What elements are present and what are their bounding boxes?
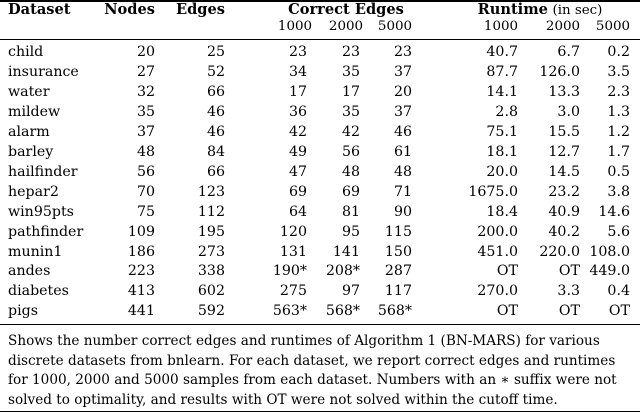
nodes-cell: 223 xyxy=(127,263,155,280)
header-runtime-units: (in sec) xyxy=(552,3,603,18)
runtime-1000-cell: 87.7 xyxy=(486,63,518,80)
edges-cell: 46 xyxy=(206,123,225,140)
correct-2000-cell: 141 xyxy=(332,243,360,260)
runtime-5000-cell: 0.4 xyxy=(607,283,630,300)
correct-2000-cell: 17 xyxy=(341,83,360,100)
runtime-1000-cell: 14.1 xyxy=(486,83,518,100)
correct-1000-cell: 23 xyxy=(288,44,307,60)
correct-1000-cell: 34 xyxy=(288,63,307,80)
runtime-2000-cell: 126.0 xyxy=(539,63,580,80)
runtime-5000-cell: 1.2 xyxy=(607,123,630,140)
correct-2000-cell: 42 xyxy=(341,123,360,140)
dataset-cell: munin1 xyxy=(8,243,63,260)
header-rule xyxy=(0,39,640,40)
runtime-1000-cell: 40.7 xyxy=(486,44,518,60)
header-runtime: Runtime xyxy=(477,1,548,18)
correct-5000-cell: 48 xyxy=(393,163,412,180)
correct-1000-cell: 190* xyxy=(272,263,307,280)
dataset-cell: child xyxy=(8,44,44,60)
runtime-1000-cell: 18.1 xyxy=(486,143,518,160)
runtime-5000-cell: 108.0 xyxy=(589,243,630,260)
correct-sample-2000: 2000 xyxy=(328,19,363,34)
edges-cell: 66 xyxy=(206,163,225,180)
runtime-5000-cell: 1.3 xyxy=(607,103,630,120)
edges-cell: 602 xyxy=(197,283,225,300)
edges-cell: 84 xyxy=(206,143,225,160)
nodes-cell: 27 xyxy=(136,63,155,80)
runtime-2000-cell: 3.3 xyxy=(557,283,580,300)
header-edges: Edges xyxy=(175,1,225,18)
runtime-5000-cell: 449.0 xyxy=(589,263,630,280)
runtime-2000-cell: OT xyxy=(558,303,580,320)
correct-5000-cell: 61 xyxy=(393,143,412,160)
runtime-2000-cell: 3.0 xyxy=(557,103,580,120)
correct-2000-cell: 23 xyxy=(341,44,360,60)
dataset-cell: win95pts xyxy=(8,203,74,220)
runtime-2000-cell: 40.2 xyxy=(548,223,580,240)
nodes-cell: 109 xyxy=(127,223,155,240)
nodes-cell: 75 xyxy=(136,203,155,220)
runtime-5000-cell: 1.7 xyxy=(607,143,630,160)
correct-1000-cell: 42 xyxy=(288,123,307,140)
runtime-5000-cell: 3.5 xyxy=(607,63,630,80)
runtime-5000-cell: OT xyxy=(608,303,630,320)
correct-2000-cell: 56 xyxy=(341,143,360,160)
correct-1000-cell: 64 xyxy=(288,203,307,220)
runtime-2000-cell: OT xyxy=(558,263,580,280)
runtime-2000-cell: 40.9 xyxy=(548,203,580,220)
edges-cell: 338 xyxy=(197,263,225,280)
dataset-cell: water xyxy=(8,83,50,100)
runtime-2000-cell: 15.5 xyxy=(548,123,580,140)
correct-1000-cell: 563* xyxy=(272,303,307,320)
correct-2000-cell: 81 xyxy=(341,203,360,220)
dataset-cell: mildew xyxy=(8,103,61,120)
correct-2000-cell: 35 xyxy=(341,63,360,80)
dataset-cell: andes xyxy=(8,263,51,280)
header-nodes: Nodes xyxy=(104,1,155,18)
correct-1000-cell: 69 xyxy=(288,183,307,200)
nodes-cell: 70 xyxy=(136,183,155,200)
nodes-cell: 413 xyxy=(127,283,155,300)
runtime-5000-cell: 5.6 xyxy=(607,223,630,240)
edges-cell: 123 xyxy=(197,183,225,200)
runtime-sample-1000: 1000 xyxy=(483,19,518,34)
correct-5000-cell: 37 xyxy=(393,103,412,120)
nodes-cell: 37 xyxy=(136,123,155,140)
header-runtime-group xyxy=(450,2,630,19)
table-bottom-rule xyxy=(0,324,640,325)
correct-5000-cell: 23 xyxy=(393,44,412,60)
nodes-cell: 48 xyxy=(136,143,155,160)
correct-5000-cell: 90 xyxy=(393,203,412,220)
table-caption: Shows the number correct edges and runtimes of Algorithm 1 (BN-MARS) for various discrete datasets from bnlearn. For each dataset, we report correct edges and runtimes for 1000, 2000 and 5000 samples from each dataset. Numbers with an ∗ suffix were not solved to optimality, and results with OT were not solved within the cutoff time. xyxy=(8,333,617,408)
correct-sample-5000: 5000 xyxy=(377,19,412,34)
correct-5000-cell: 115 xyxy=(384,223,412,240)
runtime-1000-cell: OT xyxy=(496,303,518,320)
runtime-5000-cell: 14.6 xyxy=(598,203,630,220)
dataset-cell: pathfinder xyxy=(8,223,84,240)
correct-5000-cell: 150 xyxy=(384,243,412,260)
correct-1000-cell: 17 xyxy=(288,83,307,100)
runtime-1000-cell: OT xyxy=(496,263,518,280)
dataset-cell: pigs xyxy=(8,303,38,320)
correct-5000-cell: 37 xyxy=(393,63,412,80)
runtime-5000-cell: 0.2 xyxy=(607,44,630,60)
edges-cell: 52 xyxy=(206,63,225,80)
edges-cell: 592 xyxy=(197,303,225,320)
correct-1000-cell: 131 xyxy=(279,243,307,260)
nodes-cell: 441 xyxy=(127,303,155,320)
runtime-5000-cell: 3.8 xyxy=(607,183,630,200)
correct-2000-cell: 35 xyxy=(341,103,360,120)
nodes-cell: 35 xyxy=(136,103,155,120)
edges-cell: 66 xyxy=(206,83,225,100)
runtime-sample-2000: 2000 xyxy=(545,19,580,34)
runtime-2000-cell: 13.3 xyxy=(548,83,580,100)
runtime-1000-cell: 20.0 xyxy=(486,163,518,180)
correct-5000-cell: 20 xyxy=(393,83,412,100)
runtime-2000-cell: 6.7 xyxy=(557,44,580,60)
runtime-1000-cell: 2.8 xyxy=(495,103,518,120)
correct-2000-cell: 208* xyxy=(325,263,360,280)
runtime-1000-cell: 451.0 xyxy=(477,243,518,260)
runtime-1000-cell: 75.1 xyxy=(486,123,518,140)
runtime-2000-cell: 23.2 xyxy=(548,183,580,200)
nodes-cell: 20 xyxy=(136,44,155,60)
header-dataset: Dataset xyxy=(8,1,71,18)
correct-2000-cell: 568* xyxy=(325,303,360,320)
correct-2000-cell: 48 xyxy=(341,163,360,180)
header-correct-edges: Correct Edges xyxy=(288,1,404,18)
correct-5000-cell: 117 xyxy=(384,283,412,300)
correct-2000-cell: 69 xyxy=(341,183,360,200)
runtime-sample-5000: 5000 xyxy=(595,19,630,34)
correct-5000-cell: 46 xyxy=(393,123,412,140)
edges-cell: 46 xyxy=(206,103,225,120)
dataset-cell: insurance xyxy=(8,63,79,80)
correct-1000-cell: 275 xyxy=(279,283,307,300)
dataset-cell: alarm xyxy=(8,123,50,140)
nodes-cell: 186 xyxy=(127,243,155,260)
edges-cell: 273 xyxy=(197,243,225,260)
edges-cell: 25 xyxy=(206,44,225,60)
edges-cell: 195 xyxy=(197,223,225,240)
nodes-cell: 32 xyxy=(136,83,155,100)
correct-5000-cell: 287 xyxy=(384,263,412,280)
correct-1000-cell: 120 xyxy=(279,223,307,240)
nodes-cell: 56 xyxy=(136,163,155,180)
runtime-1000-cell: 270.0 xyxy=(477,283,518,300)
correct-5000-cell: 71 xyxy=(393,183,412,200)
correct-2000-cell: 95 xyxy=(341,223,360,240)
dataset-cell: barley xyxy=(8,143,54,160)
runtime-1000-cell: 18.4 xyxy=(486,203,518,220)
runtime-1000-cell: 200.0 xyxy=(477,223,518,240)
correct-1000-cell: 47 xyxy=(288,163,307,180)
correct-sample-1000: 1000 xyxy=(277,19,312,34)
dataset-cell: hepar2 xyxy=(8,183,59,200)
runtime-5000-cell: 0.5 xyxy=(607,163,630,180)
correct-1000-cell: 49 xyxy=(288,143,307,160)
correct-1000-cell: 36 xyxy=(288,103,307,120)
correct-2000-cell: 97 xyxy=(341,283,360,300)
dataset-cell: diabetes xyxy=(8,283,69,300)
dataset-cell: hailfinder xyxy=(8,163,78,180)
edges-cell: 112 xyxy=(197,203,225,220)
runtime-2000-cell: 12.7 xyxy=(548,143,580,160)
correct-5000-cell: 568* xyxy=(377,303,412,320)
runtime-5000-cell: 2.3 xyxy=(607,83,630,100)
runtime-2000-cell: 220.0 xyxy=(539,243,580,260)
runtime-1000-cell: 1675.0 xyxy=(468,183,518,200)
runtime-2000-cell: 14.5 xyxy=(548,163,580,180)
